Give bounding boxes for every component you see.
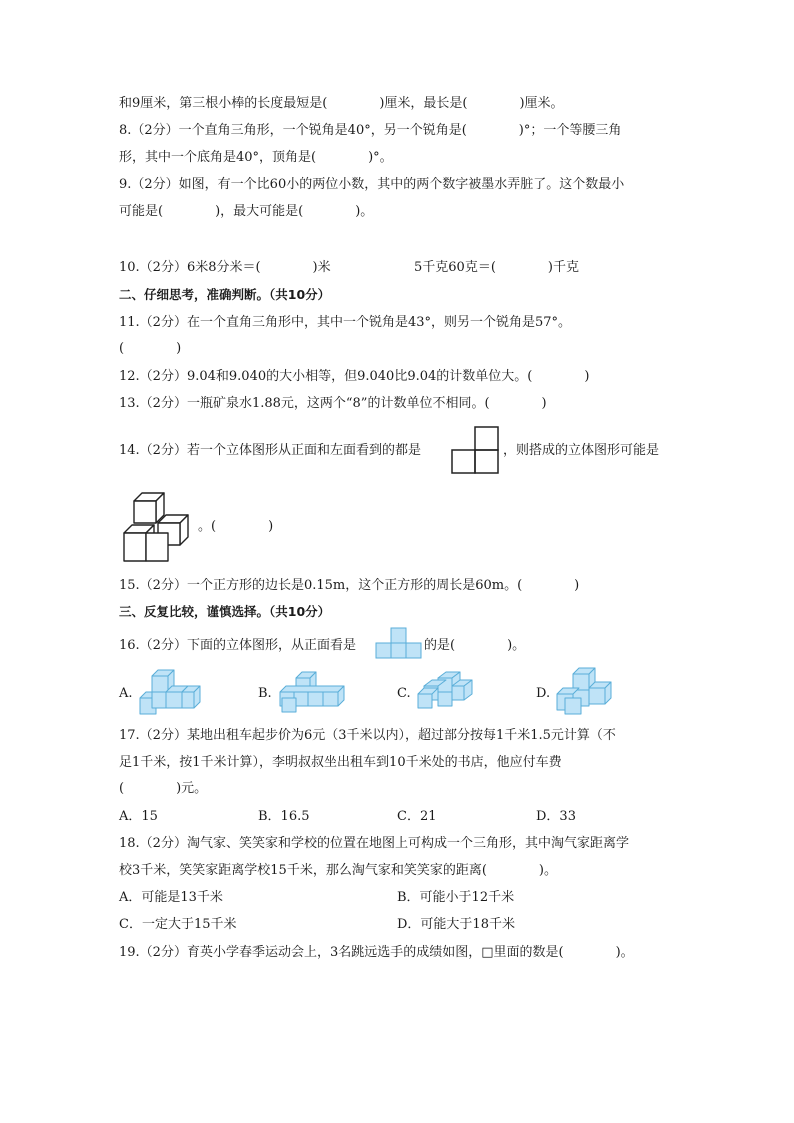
q16-option-a-label[interactable]: A.	[119, 686, 133, 701]
section-3-heading: 三、反复比较，谨慎选择。（共10分）	[119, 604, 331, 619]
q13-line: 13.（2分）一瓶矿泉水1.88元，这两个“8”的计数单位不相同。( )	[119, 396, 547, 411]
q19-line: 19.（2分）育英小学春季运动会上，3名跳远选手的成绩如图，□里面的数是( )。	[119, 945, 634, 960]
q15-line: 15.（2分）一个正方形的边长是0.15m，这个正方形的周长是60m。( )	[119, 578, 580, 593]
q18-line-2: 校3千米，笑笑家距离学校15千米，那么淘气家和笑笑家的距离( )。	[119, 863, 557, 878]
q16-option-a-figure[interactable]	[138, 668, 202, 716]
q16-option-d-label[interactable]: D.	[536, 686, 551, 701]
q14-view-squares-figure	[450, 426, 500, 476]
q17-option-d[interactable]: D．33	[536, 809, 576, 824]
q17-option-a[interactable]: A．15	[119, 809, 158, 824]
q10-part-a: 10.（2分）6米8分米＝( )米	[119, 260, 331, 275]
q14-line-b: ，则搭成的立体图形可能是	[503, 443, 660, 458]
section-2-heading: 二、仔细思考，准确判断。（共10分）	[119, 287, 331, 302]
q17-line-2: 足1千米，按1千米计算），李明叔叔坐出租车到10千米处的书店，他应付车费	[119, 755, 562, 770]
q16-line-a: 16.（2分）下面的立体图形，从正面看是	[119, 638, 356, 653]
q10-part-b: 5千克60克＝( )千克	[414, 260, 579, 275]
q17-option-b[interactable]: B．16.5	[258, 809, 310, 824]
q11-answer-blank: ( )	[119, 341, 182, 356]
q16-option-c-figure[interactable]	[416, 670, 474, 712]
q18-option-c[interactable]: C．一定大于15千米	[119, 917, 237, 932]
q16-line-b: 的是( )。	[424, 638, 526, 653]
q18-option-a[interactable]: A．可能是13千米	[119, 890, 223, 905]
q7-continuation: 和9厘米，第三根小棒的长度最短是( )厘米，最长是( )厘米。	[119, 96, 564, 111]
q18-line-1: 18.（2分）淘气家、笑笑家和学校的位置在地图上可构成一个三角形，其中淘气家距离学	[119, 836, 629, 851]
q18-option-d[interactable]: D．可能大于18千米	[397, 917, 515, 932]
q16-front-view-figure	[375, 627, 423, 661]
q16-option-d-figure[interactable]	[555, 666, 613, 716]
q16-option-b-figure[interactable]	[278, 670, 350, 714]
q8-line-1: 8.（2分）一个直角三角形，一个锐角是40°，另一个锐角是( )°；一个等腰三角	[119, 123, 622, 138]
q14-line-c: 。( )	[198, 519, 274, 534]
q16-option-b-label[interactable]: B.	[258, 686, 272, 701]
q11-line: 11.（2分）在一个直角三角形中，其中一个锐角是43°，则另一个锐角是57°。	[119, 315, 572, 330]
q18-option-b[interactable]: B．可能小于12千米	[397, 890, 515, 905]
q14-line-a: 14.（2分）若一个立体图形从正面和左面看到的都是	[119, 443, 421, 458]
q9-line-2: 可能是( )，最大可能是( )。	[119, 204, 374, 219]
q12-line: 12.（2分）9.04和9.040的大小相等，但9.040比9.04的计数单位大。( )	[119, 369, 590, 384]
q8-line-2: 形，其中一个底角是40°，顶角是( )°。	[119, 150, 393, 165]
q9-line-1: 9.（2分）如图，有一个比60小的两位小数，其中的两个数字被墨水弄脏了。这个数最小	[119, 177, 625, 192]
q14-cube-stack-figure	[122, 489, 194, 563]
q16-option-c-label[interactable]: C.	[397, 686, 411, 701]
q17-line-3: ( )元。	[119, 781, 208, 796]
q17-option-c[interactable]: C．21	[397, 809, 437, 824]
q17-line-1: 17.（2分）某地出租车起步价为6元（3千米以内），超过部分按每1千米1.5元计算（不	[119, 728, 616, 743]
